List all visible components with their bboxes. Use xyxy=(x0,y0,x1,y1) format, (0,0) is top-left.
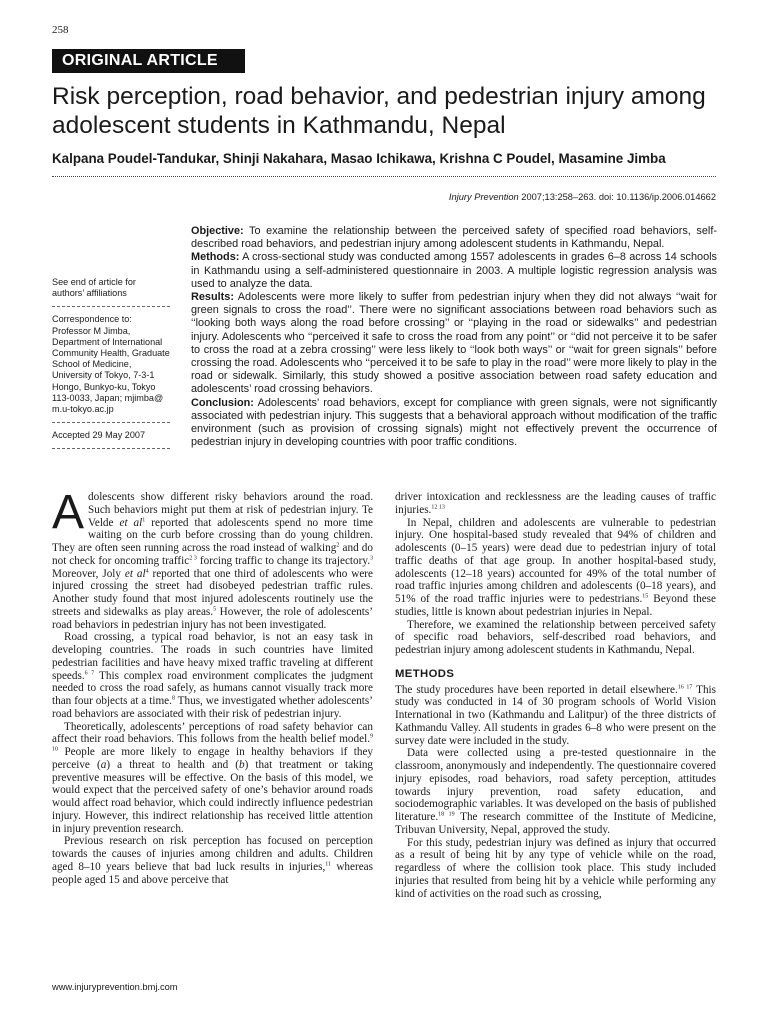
abstract-results-text: Adolescents were more likely to suffer from pedestrian injury when they did not always ‘‘wait for green signals to cross the road’’. There were no significant associations between road behaviors such as ‘‘looking both ways along the road before crossing’’ or ‘‘playing in the road or sidewalks’’ and pedestrian injury. Adolescents who ‘‘perceived it safe to cross the road from any point’’ or ‘‘did not perceive it to be safer to cross the road at a zebra crossing’’ were less likely to ‘‘look both ways’’ or ‘‘wait for green signals’’ before crossing the road. Adolescents who ‘‘perceived it to be safe to play in the road’’ were more likely to play in the road or sidewalk. Similarly, this study showed a positive association between road safety education and adolescents’ road crossing behaviors. xyxy=(191,291,717,396)
article-title: Risk perception, road behavior, and pedestrian injury among adolescent students in Kathmandu, Nepal xyxy=(52,83,706,139)
text-run: Beyond these studies, little is known about pedestrian injuries in Nepal. xyxy=(395,593,716,618)
citation-ref: 15 xyxy=(642,593,649,600)
abstract-conclusion-text: Adolescents’ road behaviors, except for compliance with green signals, were not significantly associated with pedestrian injury. This suggests that a behavioral approach without modification of the traffic environment (such as provision of crossing signals) might not effectively prevent the occurrence of pedestrian injury in developing countries with poor traffic conditions. xyxy=(191,396,717,449)
citation-ref: 8 xyxy=(171,695,175,702)
body-paragraph xyxy=(395,747,716,836)
text-run: This study was conducted in 14 of 30 program schools of World Vision International in two (Kathmandu and Lalitpur) of the three districts of Kathmandu Valley. All students in grades 6–8 who were present on the survey date were included in the study. xyxy=(395,683,717,747)
text-run: reported that adolescents spend no more time waiting on the curb before crossing than do young children. They are often seen running across the road instead of walking xyxy=(52,516,373,554)
text-run: Thus, we investigated whether adolescents’ road behaviors are associated with their risk of pedestrian injury. xyxy=(52,695,373,720)
abstract xyxy=(191,225,717,449)
citation-ref: 18 19 xyxy=(438,811,455,818)
body-paragraph xyxy=(52,631,373,720)
abstract-objective-text: To examine the relationship between the perceived safety of specified road behaviors, self-described road behaviors, and pedestrian injury among adolescent students in Kathmandu, Nepal. xyxy=(191,225,717,251)
text-run: a xyxy=(100,758,107,771)
text-run: Data were collected using a pre-tested questionnaire in the classroom, anonymously and independently. The questionnaire covered injury episodes, road behaviors, road safety perception, attitudes towards injury prevention, road safety education, and sociodemographic variables. It was developed on the basis of published literature. xyxy=(395,747,716,823)
text-run: ) a threat to health and ( xyxy=(106,758,239,771)
citation-ref: 11 xyxy=(325,861,332,868)
abstract-results-label: Results: xyxy=(191,291,234,304)
journal-url-footer[interactable]: www.injuryprevention.bmj.com xyxy=(52,982,178,992)
citation-details: 2007;13:258–263. doi: 10.1136/ip.2006.014662 xyxy=(518,192,716,202)
methods-heading: METHODS xyxy=(395,667,455,680)
text-run: This complex road environment complicates the judgment needed to cross the road safely, as humans cannot visually track more than four objects at a time. xyxy=(52,669,373,707)
body-paragraph xyxy=(52,721,373,836)
citation-ref: 9 10 xyxy=(52,733,373,753)
text-run: whereas people aged 15 and above perceive that xyxy=(52,860,373,886)
body-column-right xyxy=(395,491,716,900)
citation-ref: 2 xyxy=(336,542,340,549)
citation-ref: 4 xyxy=(145,567,149,574)
accepted-date: Accepted 29 May 2007 xyxy=(52,430,146,441)
abstract-conclusion xyxy=(191,397,717,450)
text-run: and do not check for oncoming traffic xyxy=(52,542,373,567)
body-paragraph xyxy=(395,517,716,619)
abstract-methods-text: A cross-sectional study was conducted among 1557 adolescents in grades 6–8 across 14 schools in Kathmandu using a self-administered questionnaire in 2003. A multiple logistic regression analysis was used to analyze the data. xyxy=(191,251,717,290)
text-run: However, the role of adolescents’ road behaviors in pedestrian injury has not been investigated. xyxy=(52,605,373,631)
citation-ref: 6 7 xyxy=(84,669,95,676)
sidebar-notes xyxy=(52,277,170,456)
abstract-methods-label: Methods: xyxy=(191,251,240,264)
sidebar-divider xyxy=(52,306,170,307)
text-run: b xyxy=(238,758,245,771)
header-divider xyxy=(52,176,716,177)
body-paragraph: Therefore, we examined the relationship between perceived safety of specific road behaviors, self-described road behaviors, and pedestrian injury among adolescent students in Kathmandu, Nepal. xyxy=(395,618,716,656)
text-run: reported that one third of adolescents who were injured crossing the street had disobeyed pedestrian traffic rules. Another study found that most injured adolescents routinely use the streets and sidewalks as play areas. xyxy=(52,567,373,618)
body-paragraph xyxy=(52,486,374,631)
abstract-objective xyxy=(191,225,717,251)
body-paragraph: For this study, pedestrian injury was defined as injury that occurred as a result of being hit by any type of vehicle while on the road, regardless of where the collision took place. This study included injuries that resulted from being hit by a vehicle while performing any kind of activities on the road such as crossing, xyxy=(395,836,716,900)
citation-ref: 1 xyxy=(142,516,146,523)
body-paragraph xyxy=(395,491,716,517)
body-paragraph xyxy=(52,835,373,886)
citation-ref: 5 xyxy=(213,606,217,613)
citation-ref: 16 17 xyxy=(677,683,693,690)
abstract-methods xyxy=(191,251,717,291)
abstract-objective-label: Objective: xyxy=(191,225,244,237)
text-run: In Nepal, children and adolescents are vulnerable to pedestrian injury. One hospital-based study revealed that 94% of children and adolescents (0–15 years) were dead due to pedestrian injury of total traffic deaths of that age group. In another hospital-based study, adolescents (12–18 years) accounted for 49% of the total number of road traffic injuries among children and adolescents (0–18 years), and 51% of the road traffic injuries were to pedestrians. xyxy=(395,516,716,605)
text-run: Previous research on risk perception has focused on perception towards the causes of injuries among children and adults. Children aged 8–10 years believe that bad luck results in injuries, xyxy=(52,835,373,873)
abstract-results xyxy=(191,291,717,397)
body-column-left xyxy=(52,486,374,886)
drop-cap: A xyxy=(52,486,85,539)
page-number: 258 xyxy=(52,24,69,36)
text-run: driver intoxication and recklessness are the leading causes of traffic injuries. xyxy=(395,491,716,516)
citation-line xyxy=(449,192,716,202)
text-run: ) that treatment or taking preventive measures will be effective. On the basis of this model, we would expect that the perceived safety of one’s behavior around roads would affect road behavior, which could indirectly influence pedestrian injury. However, this indirect relationship has received little attention in injury prevention research. xyxy=(52,758,374,835)
text-run: Road crossing, a typical road behavior, is not an easy task in developing countries. The roads in such countries have limited pedestrian facilities and have heavy mixed traffic traveling at different speeds. xyxy=(52,631,373,682)
abstract-conclusion-label: Conclusion: xyxy=(191,396,254,409)
text-run: dolescents show different risky behaviors around the road. Such behaviors might put them at risk of pedestrian injury. Te Velde xyxy=(88,491,373,529)
text-run: et al xyxy=(119,516,143,529)
affiliations-note: See end of article for authors’ affiliations xyxy=(52,277,136,299)
article-type-banner: ORIGINAL ARTICLE xyxy=(52,49,245,73)
text-run: People are more likely to engage in healthy behaviors if they perceive ( xyxy=(52,746,373,771)
text-run: The research committee of the Institute of Medicine, Tribuvan University, Nepal, approved the study. xyxy=(395,811,717,836)
sidebar-divider xyxy=(52,422,170,423)
citation-ref: 2 3 xyxy=(189,555,197,562)
text-run: forcing traffic to change its trajectory. xyxy=(196,554,371,567)
correspondence-note: Correspondence to: Professor M Jimba, Department of International Community Health, Graduate School of Medicine, University of Tokyo, 7-3-1 Hongo, Bunkyo-ku, Tokyo 113-0033, Japan; mjimba@ m.u-tokyo.ac.jp xyxy=(52,314,170,415)
body-paragraph xyxy=(395,684,716,748)
text-run: et al xyxy=(124,567,146,580)
sidebar-divider xyxy=(52,448,170,449)
text-run: Moreover, Joly xyxy=(52,567,125,580)
text-run: Theoretically, adolescents’ perceptions of road safety behavior can affect their road behaviors. This follows from the health belief model. xyxy=(52,720,373,746)
citation-ref: 3 xyxy=(370,555,374,562)
author-list: Kalpana Poudel-Tandukar, Shinji Nakahara, Masao Ichikawa, Krishna C Poudel, Masamine Jimba xyxy=(52,151,666,166)
citation-ref: 12 13 xyxy=(431,504,445,511)
journal-name: Injury Prevention xyxy=(448,192,519,202)
text-run: The study procedures have been reported in detail elsewhere. xyxy=(395,683,678,696)
